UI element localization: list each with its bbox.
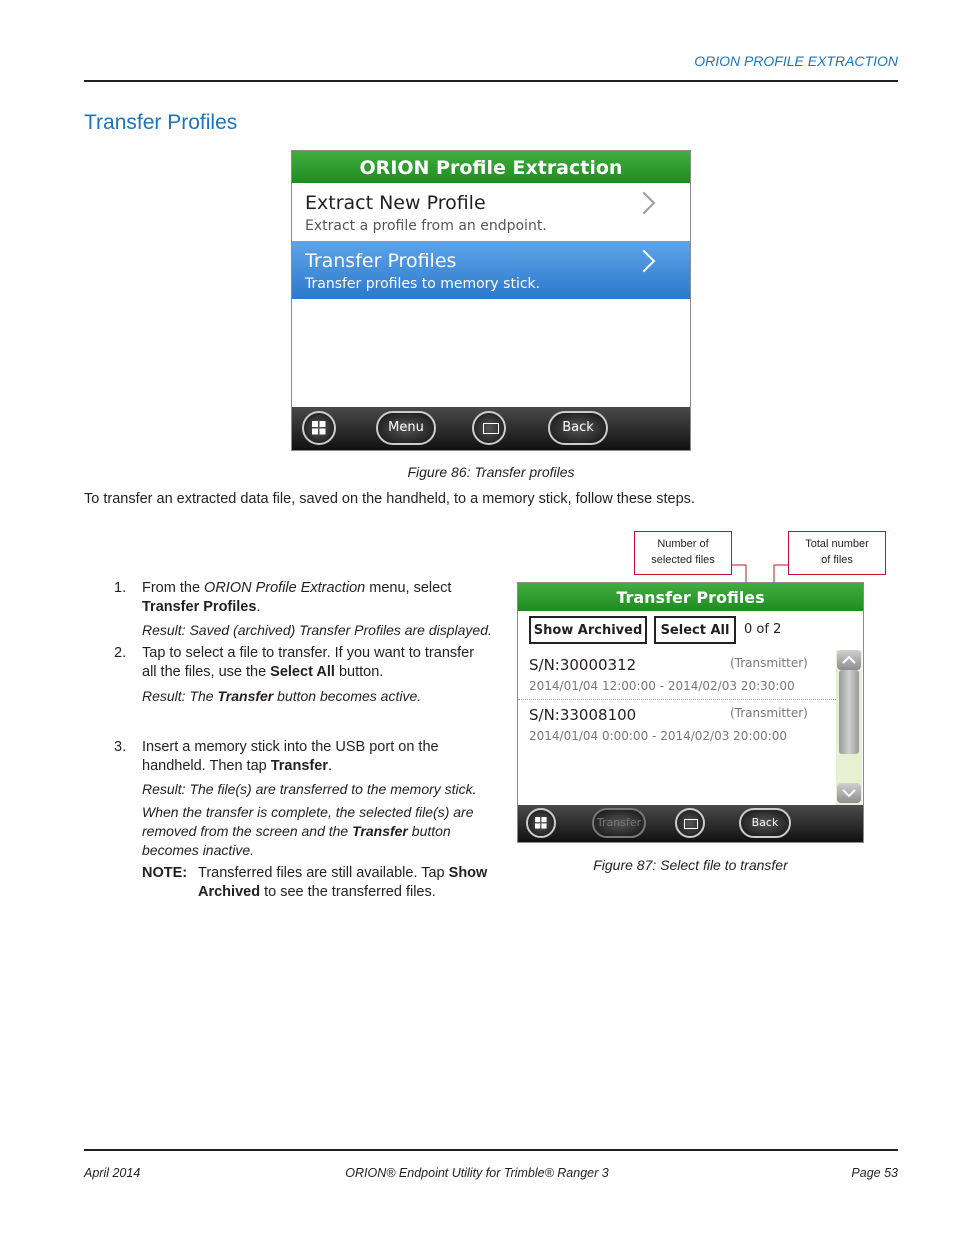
step-3-result: Result: The file(s) are transferred to the memory stick. (142, 781, 477, 797)
step-3-when-line-3: becomes inactive. (142, 842, 255, 858)
menu-item-title: Transfer Profiles (305, 250, 457, 272)
step-3-line-2 (142, 757, 332, 776)
text: menu, select (365, 580, 452, 596)
chevron-down-icon (842, 788, 856, 798)
figure-86-caption: Figure 86: Transfer profiles (407, 464, 575, 480)
footer-rule (84, 1149, 898, 1151)
button-name: Transfer (352, 823, 408, 839)
step-2-line-2 (142, 663, 383, 682)
text: button becomes active. (273, 688, 422, 704)
scroll-down-button[interactable] (837, 783, 861, 803)
keyboard-button[interactable] (675, 808, 705, 838)
footer-page-number: Page 53 (851, 1166, 898, 1180)
step-3-line-1: Insert a memory stick into the USB port on the (142, 739, 439, 755)
callout-line: Number of (657, 538, 709, 550)
device-type: (Transmitter) (730, 706, 808, 720)
running-header: ORION PROFILE EXTRACTION (694, 53, 898, 69)
text: . (256, 599, 261, 615)
select-all-button[interactable]: Select All (654, 616, 736, 644)
file-row[interactable] (518, 650, 836, 700)
header-rule (84, 80, 898, 82)
callout-line: selected files (651, 554, 715, 566)
scroll-up-button[interactable] (837, 650, 861, 670)
serial-number: S/N:33008100 (529, 706, 637, 724)
menu-button[interactable]: Menu (376, 411, 436, 445)
text: Transferred files are still available. Tap (198, 865, 449, 881)
date-range: 2014/01/04 0:00:00 - 2014/02/03 20:00:00 (529, 729, 788, 743)
taskbar (518, 805, 863, 842)
chevron-right-icon (633, 250, 656, 273)
serial-number: S/N:30000312 (529, 656, 637, 674)
note-line-1 (198, 864, 487, 883)
text: removed from the screen and the (142, 823, 353, 839)
step-1-line-2 (142, 598, 260, 617)
text: to see the transferred files. (260, 884, 436, 900)
text: From the (142, 580, 205, 596)
step-1-result: Result: Saved (archived) Transfer Profiles are displayed. (142, 622, 492, 638)
button-name: Archived (198, 884, 261, 900)
file-row[interactable] (518, 700, 836, 750)
menu-item-desc: Extract a profile from an endpoint. (305, 218, 547, 234)
menu-name: ORION Profile Extraction (204, 580, 366, 596)
step-number: 3. (114, 739, 127, 755)
back-button[interactable]: Back (548, 411, 608, 445)
menu-item-desc: Transfer profiles to memory stick. (305, 276, 541, 292)
footer-product: ORION® Endpoint Utility for Trimble® Ranger 3 (345, 1166, 609, 1180)
text: button. (334, 664, 384, 680)
step-1-line-1 (142, 579, 451, 598)
text: button (407, 823, 451, 839)
scrollbar[interactable] (836, 650, 862, 806)
button-name: Transfer (217, 688, 274, 704)
menu-item-extract-new-profile[interactable] (292, 183, 690, 241)
text: handheld. Then tap (142, 758, 271, 774)
step-3-when-line-1: When the transfer is complete, the selected file(s) are (142, 804, 474, 820)
screen-title-bar: Transfer Profiles (518, 583, 863, 611)
intro-paragraph: To transfer an extracted data file, saved on the handheld, to a memory stick, follow these steps. (84, 491, 695, 507)
note-label: NOTE: (142, 865, 188, 881)
step-2-result (142, 687, 421, 706)
text: all the files, use the (142, 664, 271, 680)
button-name: Transfer (270, 758, 328, 774)
chevron-right-icon (633, 192, 656, 215)
scroll-thumb[interactable] (839, 670, 859, 754)
taskbar (292, 407, 690, 450)
windows-start-button[interactable] (526, 808, 556, 838)
keyboard-icon (483, 423, 499, 434)
menu-item-title: Extract New Profile (305, 192, 486, 214)
text: . (327, 758, 332, 774)
device-type: (Transmitter) (730, 656, 808, 670)
date-range: 2014/01/04 12:00:00 - 2014/02/03 20:30:00 (529, 679, 795, 693)
callout-line: Total number (805, 538, 869, 550)
figure-86-screenshot (291, 150, 691, 451)
button-name: Show (448, 865, 488, 881)
menu-option: Transfer Profiles (142, 599, 257, 615)
back-button[interactable]: Back (739, 808, 791, 838)
step-number: 2. (114, 645, 127, 661)
step-2-line-1: Tap to select a file to transfer. If you want to transfer (142, 645, 475, 661)
step-3-when-line-2 (142, 822, 451, 841)
transfer-button[interactable]: Transfer (592, 808, 646, 838)
figure-87-caption: Figure 87: Select file to transfer (593, 857, 788, 873)
windows-start-button[interactable] (302, 411, 336, 445)
windows-logo-icon (312, 421, 326, 435)
show-archived-button[interactable]: Show Archived (529, 616, 647, 644)
note-line-2 (198, 883, 436, 902)
keyboard-icon (684, 819, 698, 829)
footer-date: April 2014 (84, 1166, 141, 1180)
text: Result: The (142, 688, 218, 704)
step-number: 1. (114, 580, 127, 596)
chevron-up-icon (842, 655, 856, 665)
callout-line: of files (821, 554, 853, 566)
windows-logo-icon (535, 817, 547, 829)
screen-title-bar: ORION Profile Extraction (292, 151, 690, 183)
figure-87-screenshot (517, 582, 864, 843)
button-name: Select All (270, 664, 335, 680)
keyboard-button[interactable] (472, 411, 506, 445)
menu-item-transfer-profiles[interactable] (292, 241, 690, 299)
file-count: 0 of 2 (744, 622, 782, 637)
section-title: Transfer Profiles (84, 111, 238, 134)
